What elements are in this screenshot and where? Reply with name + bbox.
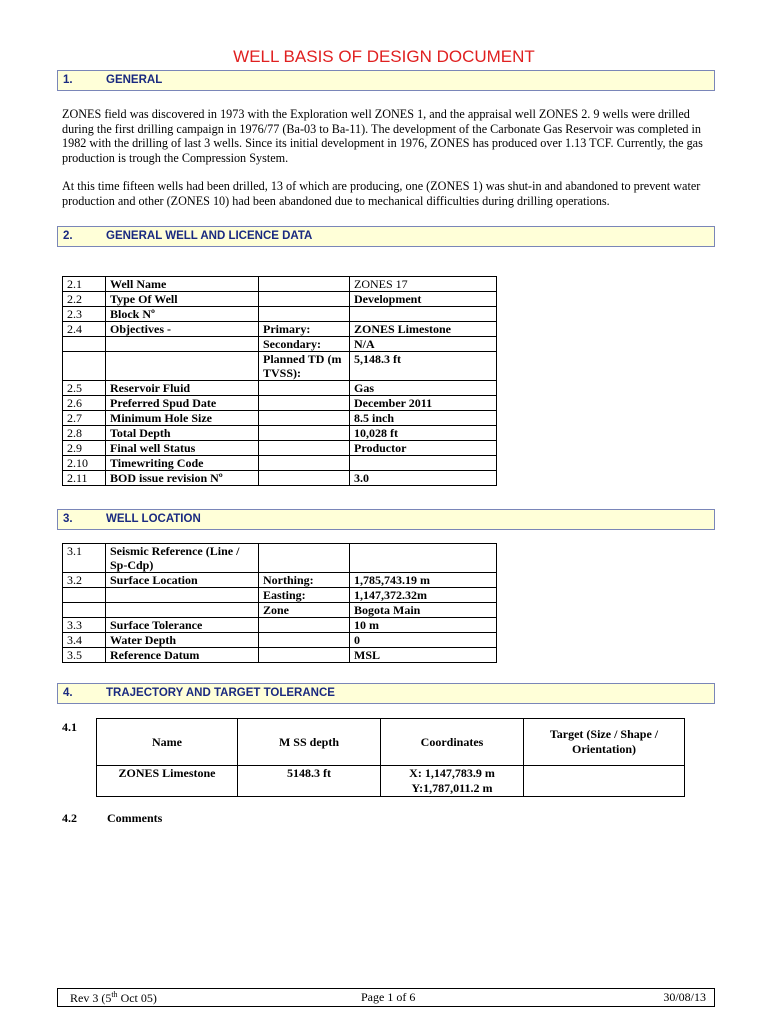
licence-row: [63, 292, 497, 307]
location-row-cell: MSL: [350, 648, 497, 663]
licence-row-cell: [63, 352, 106, 381]
general-text: [62, 107, 722, 209]
licence-row-cell: [63, 337, 106, 352]
item-number-4-2: 4.2: [62, 811, 77, 825]
licence-row-cell: 8.5 inch: [350, 411, 497, 426]
target-name: ZONES Limestone: [97, 766, 238, 797]
licence-row-cell: Reservoir Fluid: [106, 381, 259, 396]
licence-row-cell: [350, 307, 497, 322]
location-row-cell: 1,785,743.19 m: [350, 573, 497, 588]
licence-row-cell: 2.8: [63, 426, 106, 441]
licence-row-cell: [259, 381, 350, 396]
location-row-cell: [63, 603, 106, 618]
location-row-cell: [63, 588, 106, 603]
licence-row-cell: Block Nº: [106, 307, 259, 322]
licence-row-cell: 2.1: [63, 277, 106, 292]
coordinate-y: Y:1,787,011.2 m: [411, 781, 493, 795]
licence-row-cell: Gas: [350, 381, 497, 396]
licence-row-cell: [259, 307, 350, 322]
location-table: [62, 543, 497, 663]
licence-row-cell: Secondary:: [259, 337, 350, 352]
location-row-cell: Surface Location: [106, 573, 259, 588]
licence-row-cell: 2.4: [63, 322, 106, 337]
revision-label: [70, 990, 157, 1006]
comments-label: Comments: [107, 811, 163, 825]
licence-row-cell: Well Name: [106, 277, 259, 292]
section-label: GENERAL: [106, 74, 163, 86]
licence-row-cell: [259, 277, 350, 292]
licence-row-cell: 3.0: [350, 471, 497, 486]
location-row: [63, 648, 497, 663]
location-row-cell: [259, 618, 350, 633]
location-row-cell: [259, 544, 350, 573]
general-paragraph-1: ZONES field was discovered in 1973 with the Exploration well ZONES 1, and the appraisal well ZONES 2. 9 wells were drilled during the first drilling campaign in 1976/77 (Ba-03 to Ba-11). The development of the Carbonate Gas Reservoir was completed in 1982 with the drilling of last 3 wells. Since its initial development in 1976, ZONES has produced over 1.13 TCF. Currently, the gas production is trough the Compression System.: [62, 107, 703, 165]
licence-row: [63, 277, 497, 292]
location-row-cell: [106, 603, 259, 618]
licence-row-cell: 2.6: [63, 396, 106, 411]
location-row-cell: 10 m: [350, 618, 497, 633]
licence-row-cell: 2.7: [63, 411, 106, 426]
section-number: 3.: [63, 513, 73, 525]
location-row-cell: 3.5: [63, 648, 106, 663]
licence-row: [63, 337, 497, 352]
section-number: 2.: [63, 230, 73, 242]
licence-row: [63, 441, 497, 456]
location-row-cell: Reference Datum: [106, 648, 259, 663]
location-row-cell: 3.1: [63, 544, 106, 573]
location-row-cell: Zone: [259, 603, 350, 618]
licence-row-cell: [106, 337, 259, 352]
licence-row-cell: Type Of Well: [106, 292, 259, 307]
location-row-cell: 1,147,372.32m: [350, 588, 497, 603]
licence-row-cell: [259, 471, 350, 486]
licence-row-cell: Minimum Hole Size: [106, 411, 259, 426]
location-row: [63, 544, 497, 573]
licence-row: [63, 396, 497, 411]
licence-row-cell: [259, 292, 350, 307]
coordinate-x: X: 1,147,783.9 m: [409, 766, 495, 780]
licence-row-cell: 2.5: [63, 381, 106, 396]
licence-row-cell: 5,148.3 ft: [350, 352, 497, 381]
location-row: [63, 633, 497, 648]
licence-row-cell: [259, 456, 350, 471]
licence-row-cell: Objectives -: [106, 322, 259, 337]
licence-row-cell: [259, 411, 350, 426]
target-depth: 5148.3 ft: [238, 766, 381, 797]
licence-row: [63, 456, 497, 471]
footer-date: 30/08/13: [663, 990, 706, 1004]
licence-row-cell: 2.2: [63, 292, 106, 307]
location-row-cell: Northing:: [259, 573, 350, 588]
location-row-cell: [259, 633, 350, 648]
revision-suffix: Oct 05): [117, 991, 157, 1005]
licence-row-cell: 10,028 ft: [350, 426, 497, 441]
licence-row-cell: 2.3: [63, 307, 106, 322]
licence-row-cell: 2.9: [63, 441, 106, 456]
location-row-cell: 0: [350, 633, 497, 648]
section-number: 1.: [63, 74, 73, 86]
location-row-cell: Seismic Reference (Line / Sp-Cdp): [106, 544, 259, 573]
location-row: [63, 573, 497, 588]
section-label: TRAJECTORY AND TARGET TOLERANCE: [106, 687, 335, 699]
licence-row-cell: ZONES Limestone: [350, 322, 497, 337]
licence-row-cell: December 2011: [350, 396, 497, 411]
location-row-cell: Surface Tolerance: [106, 618, 259, 633]
target-tolerance: [524, 766, 685, 797]
item-number-4-1: 4.1: [62, 720, 77, 734]
section-number: 4.: [63, 687, 73, 699]
licence-row-cell: [106, 352, 259, 381]
licence-row-cell: Preferred Spud Date: [106, 396, 259, 411]
licence-row-cell: BOD issue revision Nº: [106, 471, 259, 486]
section-label: GENERAL WELL AND LICENCE DATA: [106, 230, 313, 242]
licence-row: [63, 352, 497, 381]
location-row-cell: [106, 588, 259, 603]
header-target: Target (Size / Shape / Orientation): [524, 719, 685, 766]
section-header-trajectory: [57, 683, 715, 704]
licence-row-cell: Productor: [350, 441, 497, 456]
licence-row: [63, 471, 497, 486]
licence-data-table: [62, 276, 497, 486]
licence-row-cell: Development: [350, 292, 497, 307]
header-depth: M SS depth: [238, 719, 381, 766]
location-row-cell: 3.4: [63, 633, 106, 648]
location-row-cell: 3.2: [63, 573, 106, 588]
location-row-cell: Water Depth: [106, 633, 259, 648]
location-row-cell: Bogota Main: [350, 603, 497, 618]
section-header-licence: [57, 226, 715, 247]
licence-row-cell: 2.11: [63, 471, 106, 486]
location-row-cell: Easting:: [259, 588, 350, 603]
page-footer: [57, 988, 715, 1007]
licence-row: [63, 322, 497, 337]
location-row-cell: 3.3: [63, 618, 106, 633]
location-row-cell: [350, 544, 497, 573]
licence-row: [63, 411, 497, 426]
location-row: [63, 603, 497, 618]
licence-row: [63, 307, 497, 322]
licence-row: [63, 381, 497, 396]
target-table: [96, 718, 685, 797]
header-coordinates: Coordinates: [381, 719, 524, 766]
licence-row-cell: Timewriting Code: [106, 456, 259, 471]
location-row: [63, 588, 497, 603]
page-number: Page 1 of 6: [361, 990, 416, 1004]
target-coordinates: [381, 766, 524, 797]
licence-row-cell: ZONES 17: [350, 277, 497, 292]
licence-row-cell: [350, 456, 497, 471]
licence-row-cell: Final well Status: [106, 441, 259, 456]
licence-row-cell: 2.10: [63, 456, 106, 471]
revision-superscript: th: [111, 990, 118, 999]
licence-row-cell: Total Depth: [106, 426, 259, 441]
licence-row-cell: Primary:: [259, 322, 350, 337]
section-label: WELL LOCATION: [106, 513, 201, 525]
general-paragraph-2: At this time fifteen wells had been drilled, 13 of which are producing, one (ZONES 1) was shut-in and abandoned to prevent water production and other (ZONES 10) had been abandoned due to mechanical difficulties during drilling operations.: [62, 179, 701, 208]
licence-row-cell: [259, 441, 350, 456]
licence-row-cell: [259, 396, 350, 411]
revision-prefix: Rev 3 (5: [70, 991, 112, 1005]
section-header-general: [57, 70, 715, 91]
section-header-location: [57, 509, 715, 530]
licence-row-cell: [259, 426, 350, 441]
licence-row-cell: N/A: [350, 337, 497, 352]
licence-row: [63, 426, 497, 441]
location-row-cell: [259, 648, 350, 663]
header-name: Name: [97, 719, 238, 766]
location-row: [63, 618, 497, 633]
licence-row-cell: Planned TD (m TVSS):: [259, 352, 350, 381]
document-title: WELL BASIS OF DESIGN DOCUMENT: [233, 47, 535, 66]
